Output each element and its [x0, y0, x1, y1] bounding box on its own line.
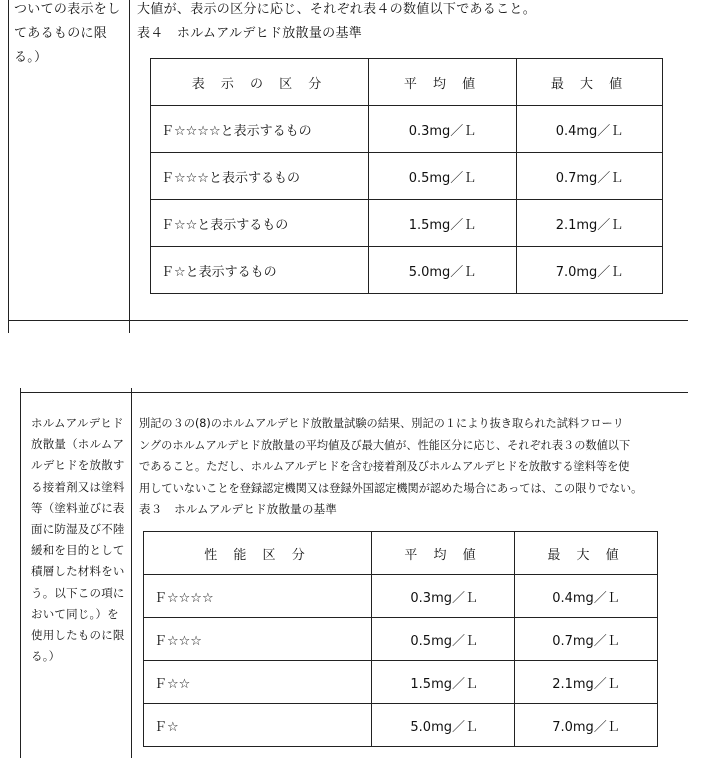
table-cell: 0.3mg／Ｌ: [372, 575, 515, 618]
section1-body-line: 大値が、表示の区分に応じ、それぞれ表４の数値以下であること。: [137, 2, 537, 17]
section2-left-text: [31, 413, 125, 667]
table-header-row: [144, 532, 658, 575]
table-row: [144, 575, 658, 618]
table-cell: Ｆ☆☆☆と表示するもの: [151, 153, 369, 200]
table-header-row: [151, 59, 663, 106]
section2-divider: [131, 388, 132, 758]
table-cell: 7.0mg／Ｌ: [515, 704, 658, 747]
table-row: [151, 247, 663, 294]
section2-table: [143, 531, 658, 747]
table-cell: 2.1mg／Ｌ: [515, 661, 658, 704]
section2-left-line: 使用したものに限: [31, 628, 125, 643]
section2-body-line: ングのホルムアルデヒド放散量の平均値及び最大値が、性能区分に応じ、それぞれ表３の数値以下: [139, 438, 631, 452]
table-header-cell: 平 均 値: [372, 532, 515, 575]
section2-left-line: 積層した材料をい: [31, 564, 125, 579]
table-cell: Ｆ☆: [144, 704, 372, 747]
section2-left-line: ホルムアルデヒド: [31, 416, 124, 430]
table-cell: Ｆ☆☆☆☆と表示するもの: [151, 106, 369, 153]
table-cell: 0.5mg／Ｌ: [372, 618, 515, 661]
section1-divider: [129, 0, 130, 333]
table-cell: 5.0mg／Ｌ: [372, 704, 515, 747]
table-row: [144, 661, 658, 704]
table-header-cell: 表 示 の 区 分: [151, 59, 369, 106]
table-row: [144, 618, 658, 661]
table-header-cell: 最 大 値: [517, 59, 663, 106]
section2-left-line: おいて同じ。）を: [31, 606, 119, 621]
section2-left-line: ルデヒドを放散す: [31, 458, 125, 473]
table-cell: 2.1mg／Ｌ: [517, 200, 663, 247]
section2-left-border: [20, 388, 21, 758]
table-cell: 0.4mg／Ｌ: [517, 106, 663, 153]
section2-left-line: る。）: [31, 649, 61, 664]
section2-left-line: 面に防湿及び不陸: [31, 522, 125, 537]
table-cell: 0.7mg／Ｌ: [517, 153, 663, 200]
table-row: [151, 106, 663, 153]
section1-left-border: [8, 0, 9, 333]
section1-table: [150, 58, 663, 294]
table-cell: Ｆ☆☆☆: [144, 618, 372, 661]
table-row: [151, 153, 663, 200]
section2-body-line: 別記の３の(8)のホルムアルデヒド放散量試験の結果、別記の１により抜き取られた試料フローリ: [139, 417, 624, 430]
section2-body-text: [139, 413, 642, 499]
table-header-cell: 最 大 値: [515, 532, 658, 575]
section2-left-line: 緩和を目的として: [31, 543, 125, 558]
table-cell: 0.4mg／Ｌ: [515, 575, 658, 618]
table-cell: 1.5mg／Ｌ: [372, 661, 515, 704]
table-cell: 1.5mg／Ｌ: [369, 200, 517, 247]
section2-left-line: 等（塗料並びに表: [31, 500, 125, 515]
section1-left-line: る。）: [14, 50, 48, 65]
section2-left-line: る接着剤又は塗料: [31, 479, 125, 494]
table-cell: 7.0mg／Ｌ: [517, 247, 663, 294]
section1-table-caption: 表４ ホルムアルデヒド放散量の基準: [137, 26, 363, 41]
section2-left-line: う。以下この項に: [31, 585, 125, 600]
section2-left-line: 放散量（ホルムア: [31, 437, 125, 452]
table-cell: 0.3mg／Ｌ: [369, 106, 517, 153]
section2-top-border: [20, 392, 688, 393]
table-cell: 0.5mg／Ｌ: [369, 153, 517, 200]
section1-bottom-border: [8, 320, 688, 321]
table-header-cell: 性 能 区 分: [144, 532, 372, 575]
table-cell: Ｆ☆☆: [144, 661, 372, 704]
section1-left-line: てあるものに限: [14, 26, 108, 41]
table-cell: Ｆ☆☆と表示するもの: [151, 200, 369, 247]
section1-left-line: ついての表示をし: [14, 2, 121, 17]
table-cell: 0.7mg／Ｌ: [515, 618, 658, 661]
table-cell: 5.0mg／Ｌ: [369, 247, 517, 294]
table-cell: Ｆ☆と表示するもの: [151, 247, 369, 294]
table-header-cell: 平 均 値: [369, 59, 517, 106]
section2-body-line: 用していないことを登録認定機関又は登録外国認定機関が認めた場合にあっては、この限りでない。: [139, 481, 643, 495]
section2-table-caption: 表３ ホルムアルデヒド放散量の基準: [139, 502, 337, 516]
table-cell: Ｆ☆☆☆☆: [144, 575, 372, 618]
table-row: [151, 200, 663, 247]
section1-left-text: [14, 0, 120, 70]
table-row: [144, 704, 658, 747]
section2-body-line: であること。ただし、ホルムアルデヒドを含む接着剤及びホルムアルデヒドを放散する塗料等を使: [139, 460, 630, 473]
